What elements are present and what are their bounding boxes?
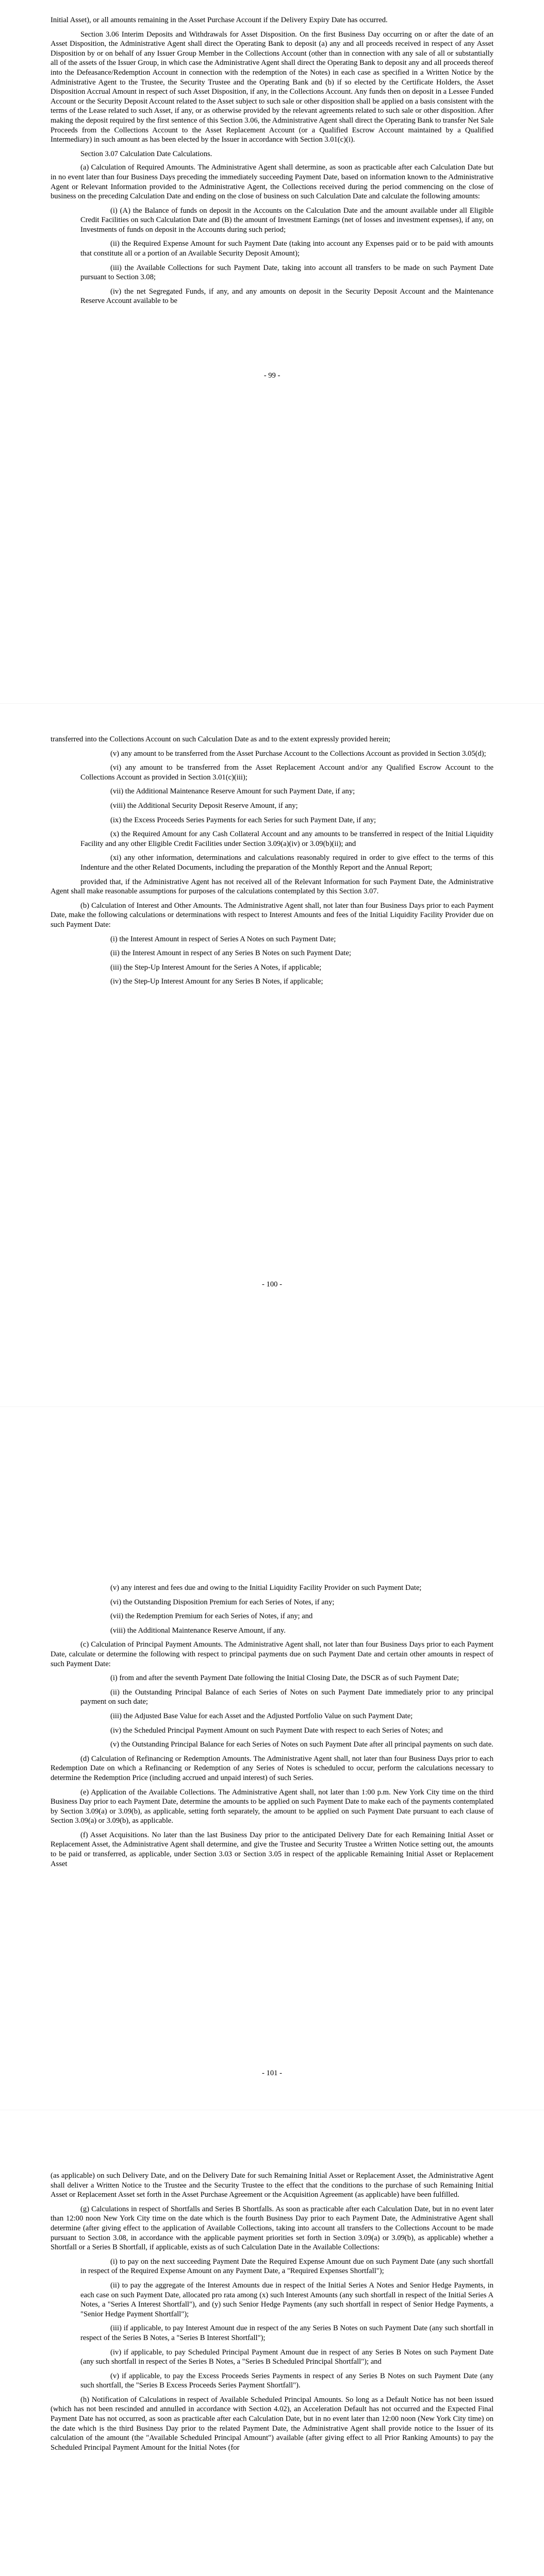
list-item-vii: (vii) the Redemption Premium for each Series of Notes, if any; and <box>110 1612 313 1621</box>
section-3-06-paragraph: Section 3.06 Interim Deposits and Withdrawals for Asset Disposition. On the first Business Day occurring on or after the date of an Asset Disposition, the Administrative Agent shall direct the Operating Bank to deposit (a) any and all proceeds received in respect of any Asset Disposition by or on behalf of any Issuer Group Member in the Collections Account (other than in connection with any sale of all or substantially all of the assets of the Issuer Group, in which case the Administrative Agent shall direct the Operating Bank to deposit any and all proceeds thereof into the Defeasance/Redemption Account in connection with the redemption of the Notes) in each case as specified in a Written Notice by the Administrative Agent to the Trustee, the Security Trustee and the Operating Bank and (b) if so elected by the Certificate Holders, the Asset Disposition Accrual Amount in respect of such Asset Disposition, if any, in the Collections Account. Any funds then on deposit in a Lessee Funded Account or the Security Deposit Account related to the Asset subject to such sale or other disposition shall be applied on a basis consistent with the terms of the Lease related to such Asset, if any, or as otherwise provided by the relevant agreements related to such sale or other disposition. After making the deposit required by the first sentence of this Section 3.06, the Administrative Agent shall direct the Operating Bank to transfer Net Sale Proceeds from the Collections Account to the Asset Replacement Account (or a Qualified Escrow Account maintained by a Qualified Intermediary) in such amount as has been elected by the Issuer in accordance with Section 3.01(c)(i). <box>51 30 493 144</box>
list-item-ii: (ii) the Required Expense Amount for such Payment Date (taking into account any Expenses paid or to be paid with amounts that constitute all or a portion of an Available Security Deposit Amount); <box>80 240 493 258</box>
list-item-v: (v) any amount to be transferred from the Asset Purchase Account to the Collections Account as provided in Section 3.05(d); <box>110 749 486 758</box>
page-number: - 101 - <box>262 2069 282 2077</box>
paragraph-f: (f) Asset Acquisitions. No later than the last Business Day prior to the anticipated Delivery Date for each Remaining Initial Asset or Replacement Asset, the Administrative Agent shall determine, and give the Trustee and Security Trustee a Written Notice setting out, the amounts to be paid or transferred, as applicable, under Section 3.03 or Section 3.05 in respect of the applicable Remaining Initial Asset or Replacement Asset <box>51 1831 493 1868</box>
document-page-100 <box>0 703 544 1406</box>
list-item-ii: (ii) the Outstanding Principal Balance of each Series of Notes on such Payment Date immediately prior to any principal payment on such date; <box>80 1688 493 1706</box>
list-item-xi: (xi) any other information, determinations and calculations reasonably required in order to give effect to the terms of this Indenture and the other Related Documents, including the preparation of the Monthly Report and the Annual Report; <box>80 854 493 872</box>
paragraph: Initial Asset), or all amounts remaining in the Asset Purchase Account if the Delivery Expiry Date has occurred. <box>51 16 388 24</box>
list-item-viii: (viii) the Additional Security Deposit Reserve Amount, if any; <box>110 801 298 810</box>
list-item-ii: (ii) the Interest Amount in respect of any Series B Notes on such Payment Date; <box>110 949 351 958</box>
page-body <box>51 2171 493 2452</box>
paragraph-h: (h) Notification of Calculations in respect of Available Scheduled Principal Amounts. So long as a Default Notice has not been issued (which has not been rescinded and annulled in accordance with Section 4.02), an Acceleration Default has not occurred and the Expected Final Payment Date has not occurred, as soon as practicable after each Calculation Date, but in no event later than 12:00 noon (New York City time) on the date which is the third Business Day prior to the related Payment Date, the Administrative Agent shall provide notice to the Issuer of its calculation of the amount (the "Available Scheduled Principal Amount") available (after giving effect to all Prior Ranking Amounts) to pay the Scheduled Principal Payment Amount for the Initial Notes (for <box>51 2395 493 2452</box>
paragraph-c: (c) Calculation of Principal Payment Amounts. The Administrative Agent shall, not later than four Business Days prior to each Payment Date, calculate or determine the following with respect to principal payments due on such Payment Date and certain other amounts in respect of such Payment Date: <box>51 1640 493 1668</box>
list-item-vi: (vi) any amount to be transferred from the Asset Replacement Account and/or any Qualified Escrow Account to the Collections Account as provided in Section 3.01(c)(iii); <box>80 764 493 782</box>
paragraph-e: (e) Application of the Available Collections. The Administrative Agent shall, not later than 1:00 p.m. New York City time on the third Business Day prior to each Payment Date, determine the amounts to be applied on such Payment Date to make each of the payments contemplated by Section 3.09(a) or 3.09(b), as applicable, setting forth separately, the amount to be applied on such Payment Date pursuant to each clause of Section 3.09(a) or 3.09(b), as applicable. <box>51 1788 493 1825</box>
list-item-ii: (ii) to pay the aggregate of the Interest Amounts due in respect of the Initial Series A Notes and Senior Hedge Payments, in each case on such Payment Date, allocated pro rata among (x) such Interest Amounts (any such shortfall in respect of the Initial Series A Notes, a "Series A Interest Shortfall"), and (y) such Senior Hedge Payments (any such shortfall in respect of Senior Hedge Payments, a "Senior Hedge Payment Shortfall"); <box>80 2281 493 2318</box>
document-page-102 <box>0 2110 544 2576</box>
list-item-i: (i) from and after the seventh Payment Date following the Initial Closing Date, the DSCR as of such Payment Date; <box>110 1674 459 1683</box>
list-item-x: (x) the Required Amount for any Cash Collateral Account and any amounts to be transferred in respect of the Initial Liquidity Facility and any other Eligible Credit Facilities under Section 3.09(a)(iv) or 3.09(b)(ii); and <box>80 830 493 848</box>
paragraph: (as applicable) on such Delivery Date, and on the Delivery Date for such Remaining Initial Asset or Replacement Asset, the Administrative Agent shall deliver a Written Notice to the Trustee and the Security Trustee to the effect that the conditions to the purchase of such Remaining Initial Asset or Replacement Asset set forth in the Asset Purchase Agreement or the Acquisition Agreement (as applicable) have been fulfilled. <box>51 2172 493 2199</box>
list-item-iii: (iii) the Available Collections for such Payment Date, taking into account all transfers to be made on such Payment Date pursuant to Section 3.08; <box>80 263 493 282</box>
page-number: - 100 - <box>262 1280 282 1289</box>
list-item-ix: (ix) the Excess Proceeds Series Payments for each Series for such Payment Date, if any; <box>110 816 376 824</box>
list-item-viii: (viii) the Additional Maintenance Reserve Amount, if any. <box>110 1626 286 1635</box>
section-3-07-heading: Section 3.07 Calculation Date Calculations. <box>80 149 212 158</box>
paragraph-d: (d) Calculation of Refinancing or Redemption Amounts. The Administrative Agent shall, not later than four Business Days prior to each Redemption Date on which a Refinancing or Redemption of any Series of Notes is scheduled to occur, perform the calculations necessary to determine the Redemption Price (including accrued and unpaid interest) of such Series. <box>51 1754 493 1782</box>
document-page-99 <box>0 0 544 703</box>
list-item-iv: (iv) if applicable, to pay Scheduled Principal Payment Amount due in respect of any Series B Notes on such Payment Date (any such shortfall in respect of the Series B Notes, a "Series B Scheduled Principal Shortfall"); and <box>80 2348 493 2366</box>
list-item-i: (i) the Interest Amount in respect of Series A Notes on such Payment Date; <box>110 935 336 943</box>
paragraph-a: (a) Calculation of Required Amounts. The Administrative Agent shall determine, as soon as practicable after each Calculation Date but in no event later than four Business Days preceding the immediately succeeding Payment Date, based on information known to the Administrative Agent or Relevant Information provided to the Administrative Agent, the Collections received during the period commencing on the close of business on the preceding Calculation Date and ending on the close of business on such Calculation Date and calculate the following amounts: <box>51 163 493 201</box>
proviso-paragraph: provided that, if the Administrative Agent has not received all of the Relevant Information for such Payment Date, the Administrative Agent shall make reasonable assumptions for purposes of the calculations contemplated by this Section 3.07. <box>51 877 493 896</box>
document-page-101 <box>0 1406 544 2110</box>
page-body <box>51 15 493 306</box>
list-item-vii: (vii) the Additional Maintenance Reserve Amount for such Payment Date, if any; <box>110 787 355 796</box>
list-item-v: (v) the Outstanding Principal Balance for each Series of Notes on such Payment Date after all principal payments on such date. <box>110 1740 493 1749</box>
list-item-v: (v) if applicable, to pay the Excess Proceeds Series Payments in respect of any Series B Notes on such Payment Date (any such shortfall, the "Series B Excess Proceeds Series Payment Shortfall"). <box>80 2371 493 2390</box>
list-item-iv: (iv) the Step-Up Interest Amount for any Series B Notes, if applicable; <box>110 977 323 986</box>
paragraph: transferred into the Collections Account on such Calculation Date as and to the extent expressly provided herein; <box>51 735 390 743</box>
list-item-iii: (iii) the Adjusted Base Value for each Asset and the Adjusted Portfolio Value on such Payment Date; <box>110 1711 413 1720</box>
page-number: - 99 - <box>263 371 281 380</box>
list-item-v: (v) any interest and fees due and owing to the Initial Liquidity Facility Provider on such Payment Date; <box>110 1584 422 1592</box>
paragraph-b: (b) Calculation of Interest and Other Amounts. The Administrative Agent shall, not later than four Business Days prior to each Payment Date, make the following calculations or determinations with respect to Interest Amounts and fees of the Initial Liquidity Facility Provider due on such Payment Date: <box>51 901 493 929</box>
page-body <box>51 735 493 987</box>
list-item-iv: (iv) the Scheduled Principal Payment Amount on such Payment Date with respect to each Series of Notes; and <box>110 1726 443 1735</box>
page-body <box>51 1583 493 1869</box>
paragraph-g: (g) Calculations in respect of Shortfalls and Series B Shortfalls. As soon as practicable after each Calculation Date, but in no event later than 12:00 noon New York City time on the date which is the fourth Business Day prior to each Payment Date, the Administrative Agent shall determine (after giving effect to the application of Available Collections, taking into account all transfers to the Collections Account to be made pursuant to Section 3.08, in accordance with the applicable payment priorities set forth in Section 3.09(a) or 3.09(b), as applicable) whether a Shortfall or a Series B Shortfall, if applicable, exists as of such Calculation Date in the Available Collections: <box>51 2205 493 2252</box>
list-item-i: (i) to pay on the next succeeding Payment Date the Required Expense Amount due on such Payment Date (any such shortfall in respect of the Required Expense Amount on any Payment Date, a "Required Expenses Shortfall"); <box>80 2257 493 2276</box>
list-item-i: (i) (A) the Balance of funds on deposit in the Accounts on the Calculation Date and the amount available under all Eligible Credit Facilities on such Calculation Date and (B) the amount of Investment Earnings (net of losses and investment expenses), if any, on Investments of funds on deposit in the Accounts during such period; <box>80 206 493 234</box>
list-item-iv: (iv) the net Segregated Funds, if any, and any amounts on deposit in the Security Deposit Account and the Maintenance Reserve Account available to be <box>80 287 493 306</box>
list-item-iii: (iii) if applicable, to pay Interest Amount due in respect of the any Series B Notes on such Payment Date (any such shortfall in respect of the Series B Notes, a "Series B Interest Shortfall"); <box>80 2324 493 2342</box>
list-item-iii: (iii) the Step-Up Interest Amount for the Series A Notes, if applicable; <box>110 963 322 972</box>
list-item-vi: (vi) the Outstanding Disposition Premium for each Series of Notes, if any; <box>110 1598 335 1606</box>
